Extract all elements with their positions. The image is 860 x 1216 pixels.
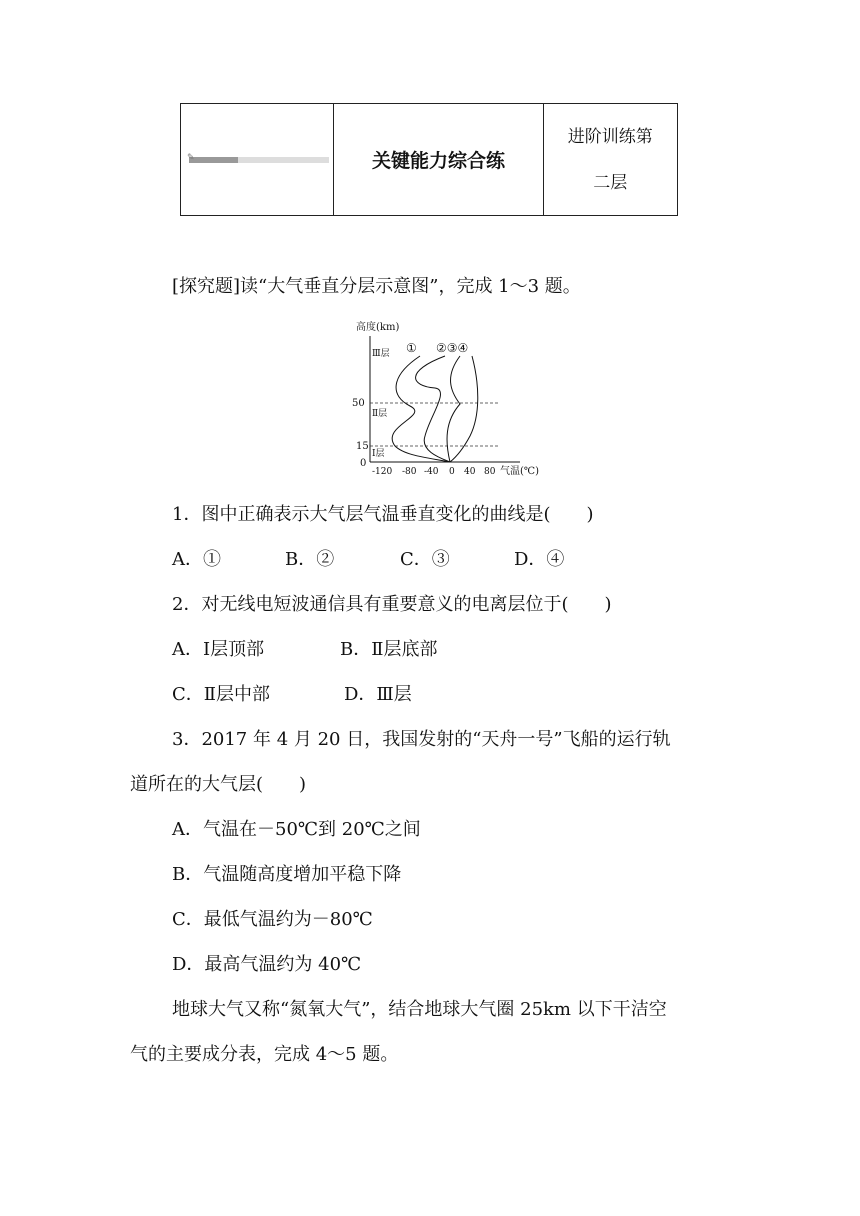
q3-stem-line2: 道所在的大气层( ) bbox=[130, 774, 307, 795]
section-title: 关键能力综合练 bbox=[334, 104, 543, 215]
y-tick-50: 50 bbox=[352, 398, 365, 409]
progress-bar-fill bbox=[189, 157, 238, 163]
progress-bar bbox=[187, 153, 329, 163]
layer-label-1: Ⅰ层 bbox=[372, 449, 385, 459]
layer-label-2: Ⅱ层 bbox=[372, 409, 388, 419]
x-tick-5: 40 bbox=[464, 467, 476, 477]
x-tick-4: 0 bbox=[449, 467, 455, 477]
q3-option-c: C．最低气温约为－80℃ bbox=[172, 909, 373, 930]
curve-label-1: ① bbox=[406, 341, 417, 355]
passage-line1: 地球大气又称“氮氧大气”，结合地球大气圈 25km 以下干洁空 bbox=[172, 999, 667, 1020]
progress-cell bbox=[181, 104, 334, 215]
section-header-table bbox=[180, 103, 678, 216]
atmosphere-layers-diagram bbox=[350, 316, 550, 478]
level-label-line1: 进阶训练第 bbox=[567, 126, 653, 147]
q3-option-a: A．气温在－50℃到 20℃之间 bbox=[172, 819, 421, 840]
level-label-line2: 二层 bbox=[593, 172, 628, 193]
x-tick-2: -80 bbox=[402, 467, 417, 477]
q3-option-d: D．最高气温约为 40℃ bbox=[172, 954, 362, 975]
curve-3 bbox=[447, 356, 460, 462]
q1-option-d: D．④ bbox=[514, 549, 565, 570]
q2-option-a: A．Ⅰ层顶部 bbox=[172, 639, 265, 660]
q2-option-d: D．Ⅲ层 bbox=[344, 684, 412, 705]
q2-option-c: C．Ⅱ层中部 bbox=[172, 684, 271, 705]
y-axis-label: 高度(km) bbox=[356, 322, 400, 333]
x-tick-3: -40 bbox=[424, 467, 439, 477]
q1-option-c: C．③ bbox=[400, 549, 450, 570]
x-tick-6: 80 bbox=[484, 467, 496, 477]
q3-stem-line1: 3．2017 年 4 月 20 日，我国发射的“天舟一号”飞船的运行轨 bbox=[172, 729, 671, 750]
q1-stem: 1．图中正确表示大气层气温垂直变化的曲线是( ) bbox=[172, 504, 594, 525]
pencil-icon: ✎ bbox=[187, 153, 195, 163]
curve-label-234: ②③④ bbox=[436, 341, 469, 355]
intro-text: [探究题]读“大气垂直分层示意图”，完成 1～3 题。 bbox=[172, 276, 581, 297]
q1-option-a: A．① bbox=[172, 549, 221, 570]
q3-option-b: B．气温随高度增加平稳下降 bbox=[172, 864, 402, 885]
curve-4 bbox=[450, 356, 478, 462]
q2-stem: 2．对无线电短波通信具有重要意义的电离层位于( ) bbox=[172, 594, 612, 615]
q1-option-b: B．② bbox=[285, 549, 335, 570]
x-axis-label: 气温(℃) bbox=[500, 466, 539, 477]
q2-option-b: B．Ⅱ层底部 bbox=[340, 639, 438, 660]
x-tick-1: -120 bbox=[372, 467, 393, 477]
y-tick-15: 15 bbox=[356, 441, 369, 452]
layer-label-3: Ⅲ层 bbox=[372, 349, 390, 359]
y-tick-0: 0 bbox=[360, 458, 367, 469]
passage-line2: 气的主要成分表，完成 4～5 题。 bbox=[130, 1044, 399, 1065]
level-label bbox=[544, 104, 677, 215]
